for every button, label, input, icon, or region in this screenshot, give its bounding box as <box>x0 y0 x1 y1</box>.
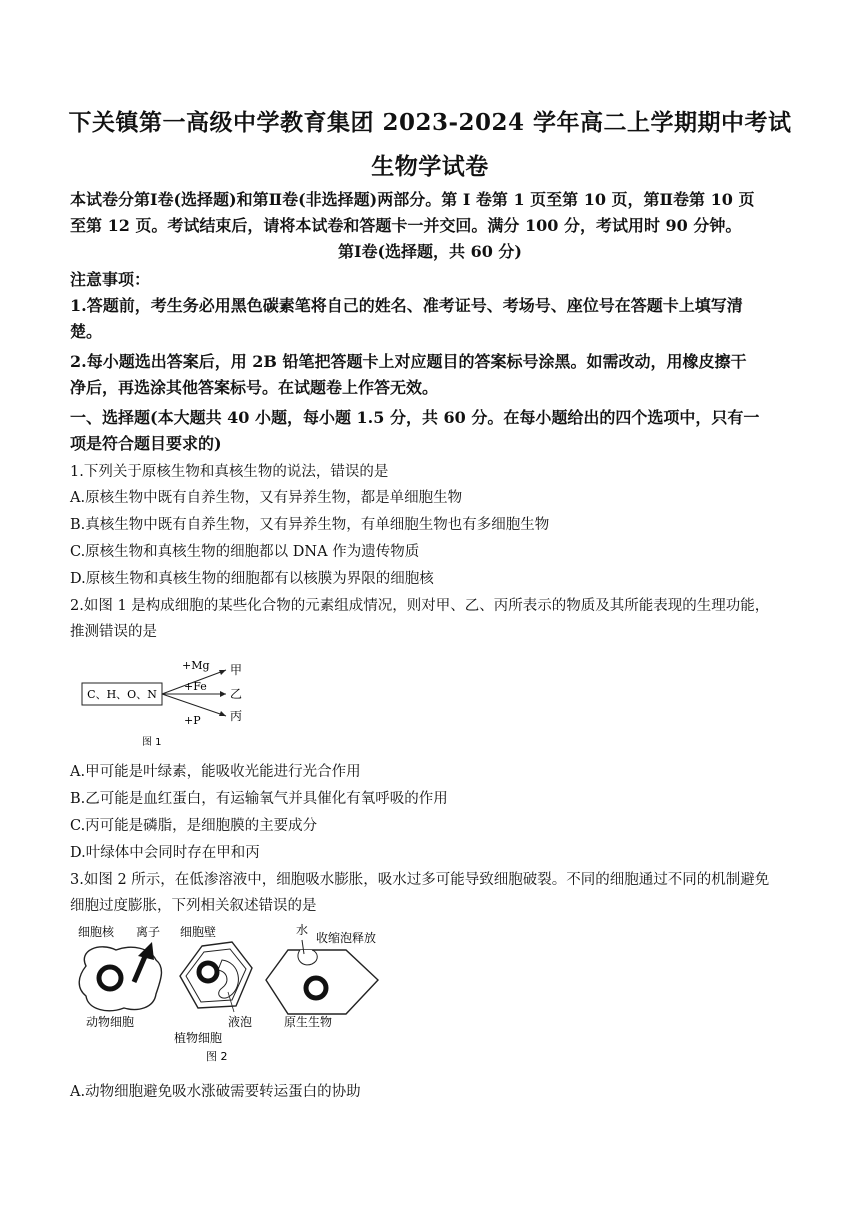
note-1-line-2: 楚。 <box>70 322 103 341</box>
label-mg: +Mg <box>182 659 210 672</box>
notes-heading: 注意事项： <box>70 270 151 289</box>
label-fe: +Fe <box>184 680 207 693</box>
q2-option-d: D.叶绿体中会同时存在甲和丙 <box>70 845 260 861</box>
label-bing: 丙 <box>230 709 243 723</box>
label-ion: 离子 <box>136 925 161 939</box>
q2-option-b: B.乙可能是血红蛋白，有运输氧气并具催化有氧呼吸的作用 <box>70 791 448 807</box>
label-protist: 原生生物 <box>284 1015 333 1029</box>
intro-line-1: 本试卷分第Ⅰ卷(选择题)和第Ⅱ卷(非选择题)两部分。第 I 卷第 1 页至第 10 页，第Ⅱ卷第 10 页 <box>70 190 755 209</box>
q1-option-a: A.原核生物中既有自养生物，又有异养生物，都是单细胞生物 <box>70 490 463 506</box>
q2-option-c: C.丙可能是磷脂，是细胞膜的主要成分 <box>70 818 318 834</box>
element-box-label: C、H、O、N <box>87 688 157 701</box>
label-vacuole: 液泡 <box>228 1015 253 1029</box>
animal-cell-nucleus <box>99 967 121 989</box>
figure-2-caption: 图 2 <box>206 1050 228 1063</box>
note-2-line-2: 净后，再选涂其他答案标号。在试题卷上作答无效。 <box>70 378 439 397</box>
q2-option-a: A.甲可能是叶绿素，能吸收光能进行光合作用 <box>70 764 361 780</box>
q1-stem: 1.下列关于原核生物和真核生物的说法，错误的是 <box>70 464 389 480</box>
label-p: +P <box>184 714 201 727</box>
label-yi: 乙 <box>230 687 243 701</box>
figure-2-cell-diagram <box>72 920 392 1068</box>
label-cell-wall: 细胞壁 <box>180 925 217 939</box>
plant-cell-nucleus <box>199 963 217 981</box>
label-contractile-vacuole: 收缩泡释放 <box>316 931 377 945</box>
q3-stem-line-2: 细胞过度膨胀，下列相关叙述错误的是 <box>70 898 317 914</box>
arrow-p <box>162 694 226 716</box>
label-jia: 甲 <box>230 663 243 677</box>
q3-stem-line-1: 3.如图 2 所示，在低渗溶液中，细胞吸水膨胀，吸水过多可能导致细胞破裂。不同的细胞通过不同的机制避免 <box>70 872 770 888</box>
protist-nucleus <box>306 978 326 998</box>
q2-stem-line-2: 推测错误的是 <box>70 624 157 640</box>
section-heading-line-1: 一、选择题(本大题共 40 小题，每小题 1.5 分，共 60 分。在每小题给出的四个选项中，只有一 <box>70 408 760 427</box>
section-heading-line-2: 项是符合题目要求的) <box>70 434 222 453</box>
label-plant-cell: 植物细胞 <box>174 1031 223 1045</box>
figure-1-element-diagram <box>78 656 258 752</box>
note-2-line-1: 2.每小题选出答案后，用 2B 铅笔把答题卡上对应题目的答案标号涂黑。如需改动，用橡皮擦干 <box>70 352 747 371</box>
note-1-line-1: 1.答题前，考生务必用黑色碳素笔将自己的姓名、准考证号、考场号、座位号在答题卡上填写清 <box>70 296 743 315</box>
q2-stem-line-1: 2.如图 1 是构成细胞的某些化合物的元素组成情况，则对甲、乙、丙所表示的物质及其所能表现的生理功能， <box>70 598 770 614</box>
ion-arrow-shaft <box>134 954 146 982</box>
intro-line-2: 至第 12 页。考试结束后，请将本试卷和答题卡一并交回。满分 100 分，考试用时 90 分钟。 <box>70 216 742 235</box>
figure-1-caption: 图 1 <box>142 737 162 748</box>
q3-option-a: A.动物细胞避免吸水涨破需要转运蛋白的协助 <box>70 1084 361 1100</box>
part-heading: 第Ⅰ卷(选择题，共 60 分) <box>337 242 523 261</box>
label-animal-cell: 动物细胞 <box>86 1015 135 1029</box>
exam-subtitle: 生物学试卷 <box>371 153 489 180</box>
ion-arrow-head <box>138 942 154 960</box>
q1-option-c: C.原核生物和真核生物的细胞都以 DNA 作为遗传物质 <box>70 544 420 560</box>
q1-option-d: D.原核生物和真核生物的细胞都有以核膜为界限的细胞核 <box>70 571 434 587</box>
q1-option-b: B.真核生物中既有自养生物，又有异养生物，有单细胞生物也有多细胞生物 <box>70 517 550 533</box>
label-water: 水 <box>296 923 309 937</box>
exam-title: 下关镇第一高级中学教育集团 2023-2024 学年高二上学期期中考试 <box>68 109 792 136</box>
label-nucleus: 细胞核 <box>78 925 115 939</box>
contractile-vacuole <box>298 950 317 965</box>
